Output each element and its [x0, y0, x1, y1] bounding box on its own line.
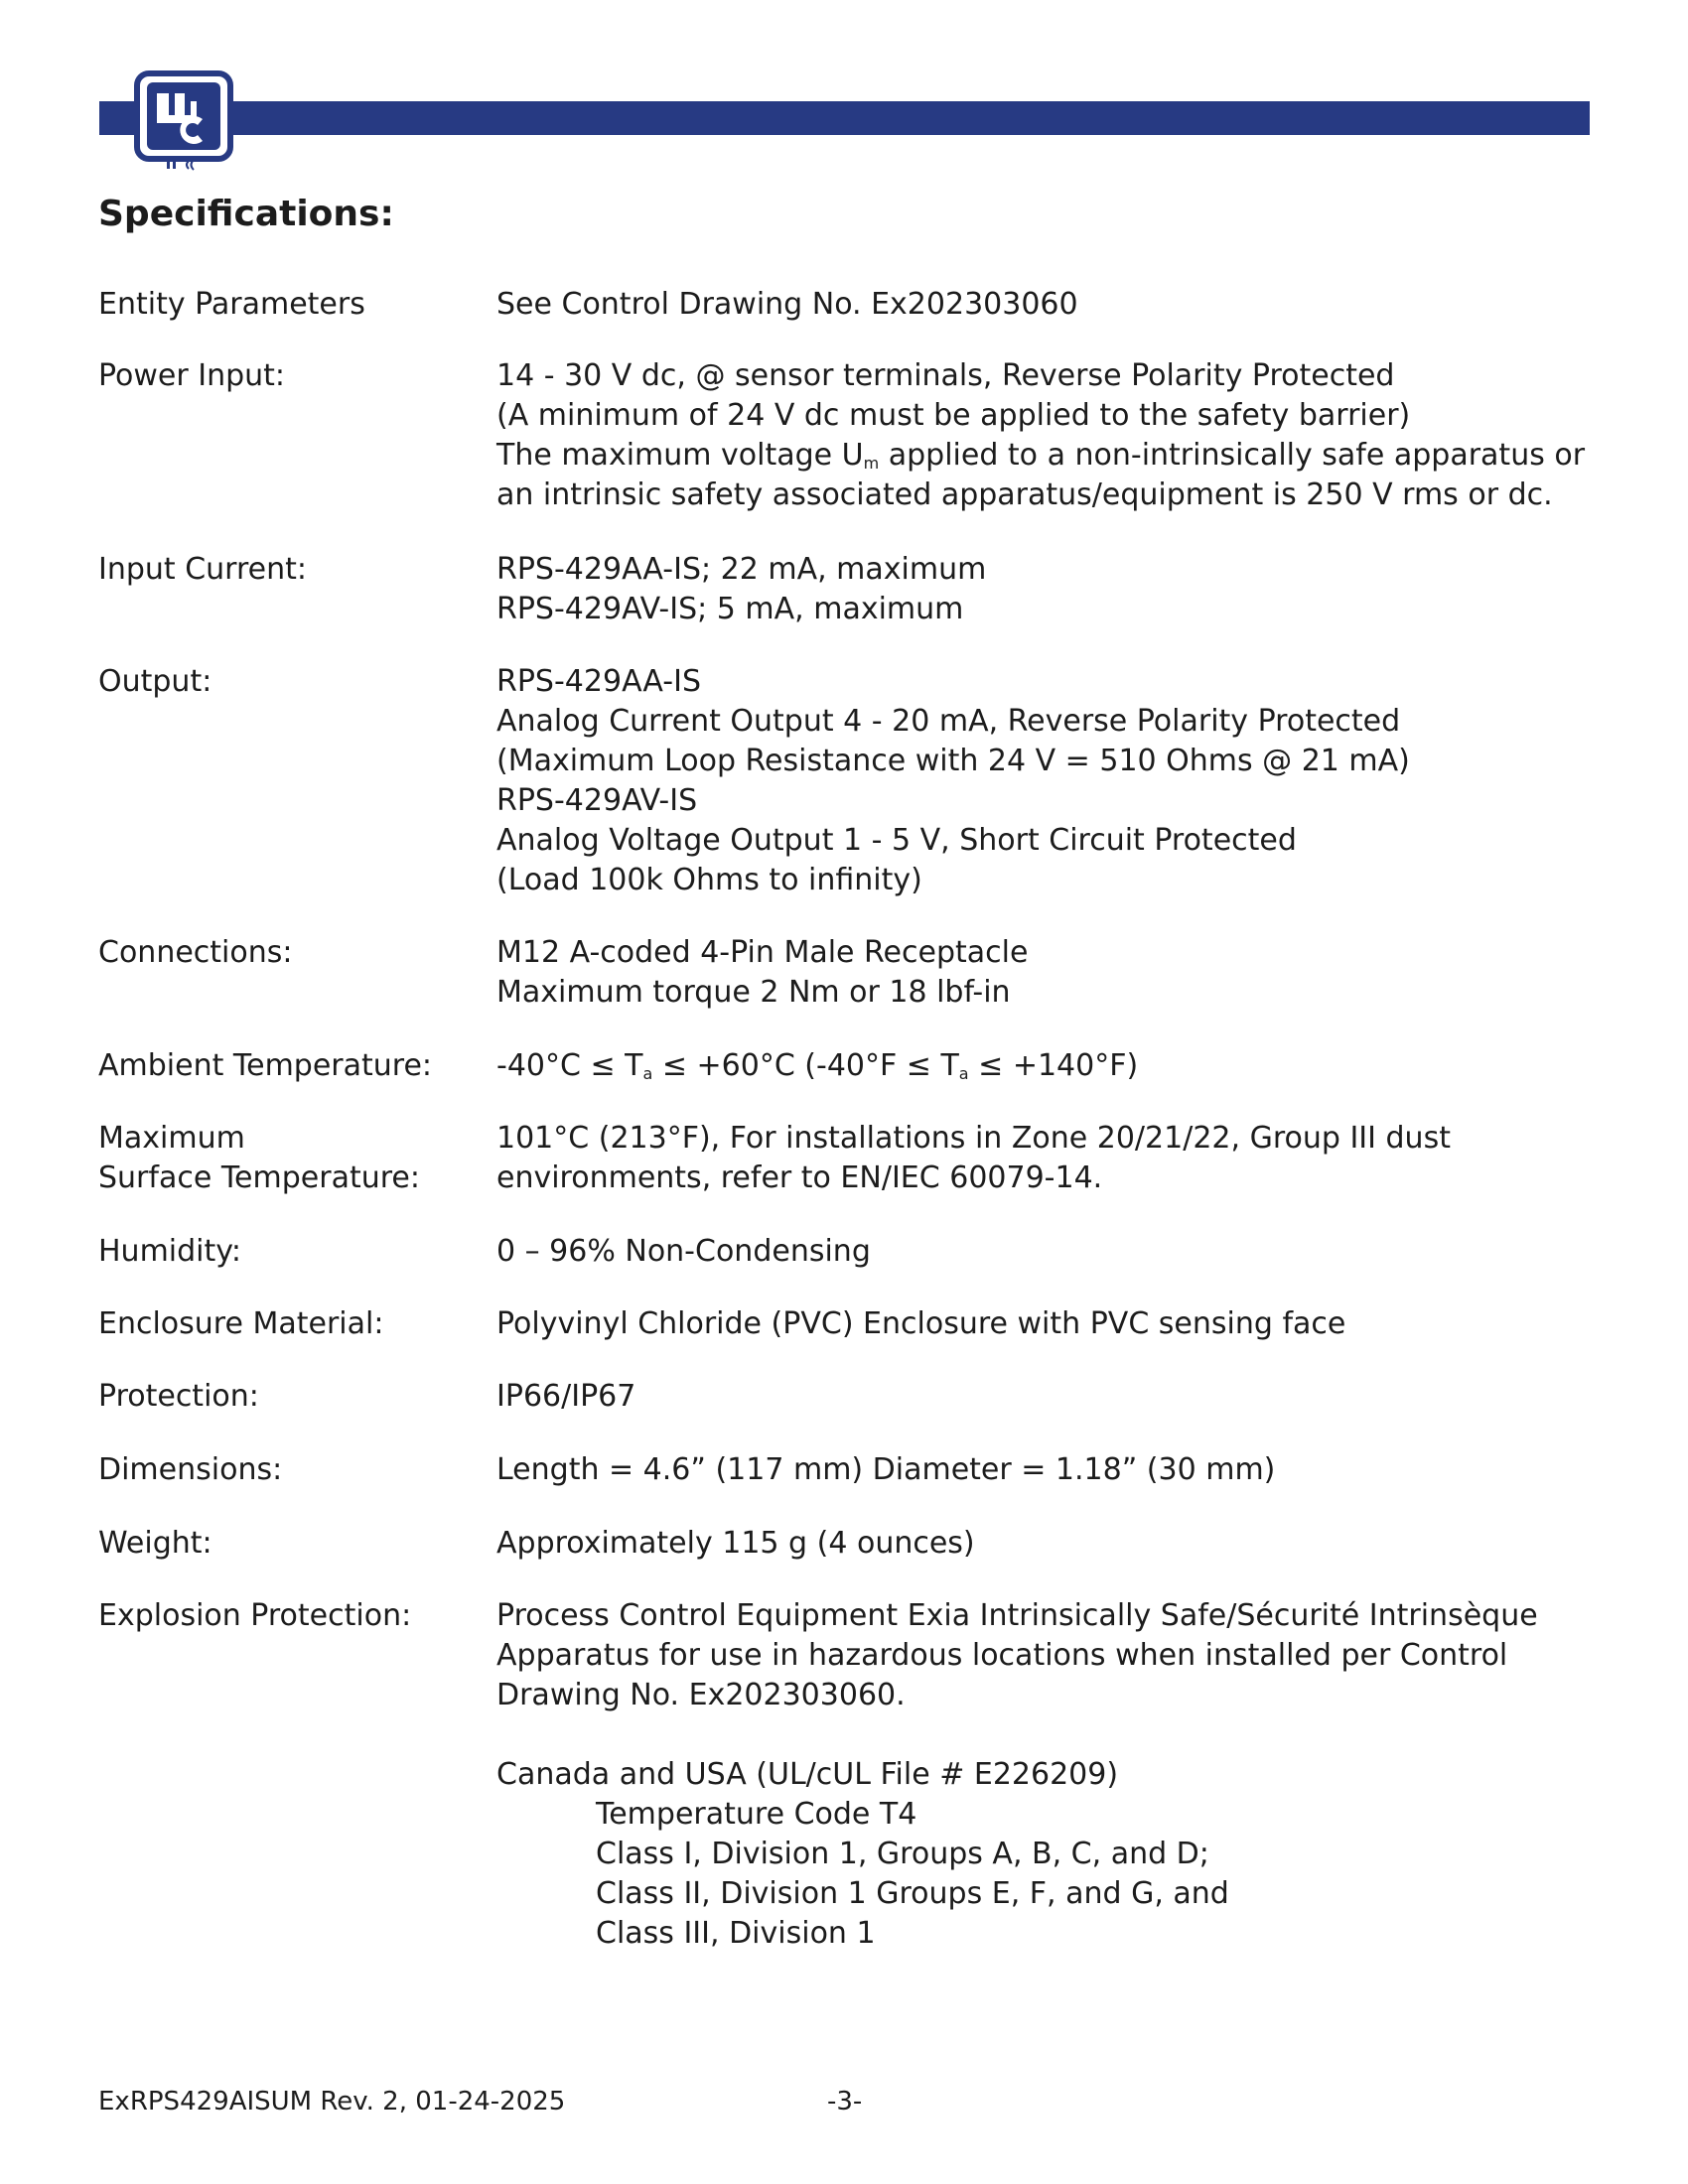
- text-segment: ≤ +60°C (-40°F ≤ T: [652, 1048, 959, 1083]
- spec-value-line: [496, 285, 1599, 325]
- text-segment: Analog Voltage Output 1 - 5 V, Short Circuit Protected: [496, 823, 1297, 858]
- spec-value-line: [496, 1715, 1599, 1755]
- text-segment: 0 – 96% Non-Condensing: [496, 1234, 871, 1269]
- spec-value-line: [496, 1450, 1599, 1490]
- text-segment: 101°C (213°F), For installations in Zone 20/21/22, Group III dust: [496, 1121, 1451, 1156]
- spec-value: [496, 1596, 1599, 1954]
- spec-label: Dimensions:: [98, 1452, 283, 1487]
- spec-value-line: [496, 1046, 1599, 1086]
- spec-value: [496, 1046, 1599, 1086]
- spec-label: Maximum Surface Temperature:: [98, 1121, 420, 1195]
- text-segment: IP66/IP67: [496, 1379, 636, 1414]
- text-segment: Polyvinyl Chloride (PVC) Enclosure with PVC sensing face: [496, 1306, 1346, 1341]
- text-segment: (Load 100k Ohms to infinity): [496, 863, 922, 897]
- spec-label: Protection:: [98, 1379, 259, 1414]
- spec-value-line: [496, 662, 1599, 702]
- spec-label: Weight:: [98, 1526, 212, 1561]
- text-segment: Temperature Code T4: [596, 1797, 917, 1832]
- spec-value-line: [496, 1159, 1599, 1198]
- spec-value: [496, 933, 1599, 1013]
- spec-value-line: [496, 1795, 1599, 1835]
- text-segment: RPS-429AV-IS; 5 mA, maximum: [496, 592, 964, 626]
- spec-value-line: [496, 1377, 1599, 1417]
- spec-value-line: [496, 436, 1599, 476]
- text-segment: Class II, Division 1 Groups E, F, and G, and: [596, 1876, 1229, 1911]
- text-segment: Canada and USA (UL/cUL File # E226209): [496, 1757, 1119, 1792]
- spec-value-line: [496, 781, 1599, 821]
- spec-value-line: [496, 702, 1599, 742]
- subscript: a: [642, 1064, 653, 1083]
- spec-value-line: [496, 973, 1599, 1013]
- spec-value: [496, 550, 1599, 629]
- text-segment: Analog Current Output 4 - 20 mA, Reverse Polarity Protected: [496, 704, 1401, 739]
- subscript: m: [863, 454, 880, 473]
- text-segment: Class I, Division 1, Groups A, B, C, and D;: [596, 1837, 1209, 1871]
- text-segment: Maximum torque 2 Nm or 18 lbf-in: [496, 975, 1011, 1010]
- spec-value-line: [496, 933, 1599, 973]
- text-segment: environments, refer to EN/IEC 60079-14.: [496, 1160, 1103, 1195]
- spec-label: Output:: [98, 664, 212, 699]
- spec-value-line: [496, 550, 1599, 590]
- spec-value-line: [496, 742, 1599, 781]
- spec-label: Explosion Protection:: [98, 1598, 412, 1633]
- spec-value: [496, 662, 1599, 900]
- spec-value-line: [496, 1914, 1599, 1954]
- spec-label: Humidity:: [98, 1234, 241, 1269]
- spec-label: Entity Parameters: [98, 287, 365, 322]
- subscript: a: [958, 1064, 969, 1083]
- footer-page-number: -3-: [827, 2087, 863, 2116]
- spec-value-line: [496, 1755, 1599, 1795]
- spec-value: [496, 1450, 1599, 1490]
- footer-doc-id: ExRPS429AISUM Rev. 2, 01-24-2025: [98, 2087, 566, 2116]
- spec-value-line: [496, 1636, 1599, 1676]
- spec-value-line: [496, 1835, 1599, 1874]
- text-segment: 14 - 30 V dc, @ sensor terminals, Reverse Polarity Protected: [496, 358, 1395, 393]
- spec-value: [496, 1377, 1599, 1417]
- text-segment: Approximately 115 g (4 ounces): [496, 1526, 975, 1561]
- spec-value: [496, 285, 1599, 325]
- text-segment: RPS-429AV-IS: [496, 783, 698, 818]
- text-segment: RPS-429AA-IS: [496, 664, 702, 699]
- text-segment: an intrinsic safety associated apparatus/equipment is 250 V rms or dc.: [496, 478, 1553, 512]
- spec-value-line: [496, 1524, 1599, 1564]
- spec-value: [496, 1524, 1599, 1564]
- spec-value: [496, 1119, 1599, 1198]
- spec-value-line: [496, 396, 1599, 436]
- spec-value-line: [496, 1232, 1599, 1272]
- spec-value-line: [496, 821, 1599, 861]
- spec-value: [496, 1304, 1599, 1344]
- header-bar: [99, 101, 1590, 135]
- spec-value: [496, 356, 1599, 515]
- text-segment: The maximum voltage U: [496, 438, 864, 473]
- spec-label: Input Current:: [98, 552, 307, 587]
- text-segment: (Maximum Loop Resistance with 24 V = 510 Ohms @ 21 mA): [496, 744, 1410, 778]
- spec-value-line: [496, 1119, 1599, 1159]
- spec-label: Power Input:: [98, 358, 286, 393]
- spec-value: [496, 1232, 1599, 1272]
- text-segment: -40°C ≤ T: [496, 1048, 643, 1083]
- text-segment: See Control Drawing No. Ex202303060: [496, 287, 1078, 322]
- spec-value-line: [496, 1676, 1599, 1715]
- spec-label: Enclosure Material:: [98, 1306, 384, 1341]
- spec-value-line: [496, 1874, 1599, 1914]
- text-segment: Process Control Equipment Exia Intrinsically Safe/Sécurité Intrinsèque: [496, 1598, 1538, 1633]
- text-segment: (A minimum of 24 V dc must be applied to the safety barrier): [496, 398, 1411, 433]
- text-segment: M12 A-coded 4-Pin Male Receptacle: [496, 935, 1029, 970]
- text-segment: Length = 4.6” (117 mm) Diameter = 1.18” (30 mm): [496, 1452, 1276, 1487]
- page-heading: Specifications:: [98, 194, 394, 234]
- spec-value-line: [496, 1304, 1599, 1344]
- spec-value-line: [496, 476, 1599, 515]
- text-segment: ≤ +140°F): [968, 1048, 1139, 1083]
- spec-label: Ambient Temperature:: [98, 1048, 433, 1083]
- company-logo: [133, 69, 234, 171]
- text-segment: Drawing No. Ex202303060.: [496, 1678, 906, 1712]
- spec-value-line: [496, 590, 1599, 629]
- text-segment: RPS-429AA-IS; 22 mA, maximum: [496, 552, 987, 587]
- spec-value-line: [496, 356, 1599, 396]
- text-segment: Class III, Division 1: [596, 1916, 876, 1951]
- spec-value-line: [496, 861, 1599, 900]
- spec-value-line: [496, 1596, 1599, 1636]
- text-segment: applied to a non-intrinsically safe apparatus or: [879, 438, 1586, 473]
- spec-label: Connections:: [98, 935, 293, 970]
- text-segment: Apparatus for use in hazardous locations when installed per Control: [496, 1638, 1508, 1673]
